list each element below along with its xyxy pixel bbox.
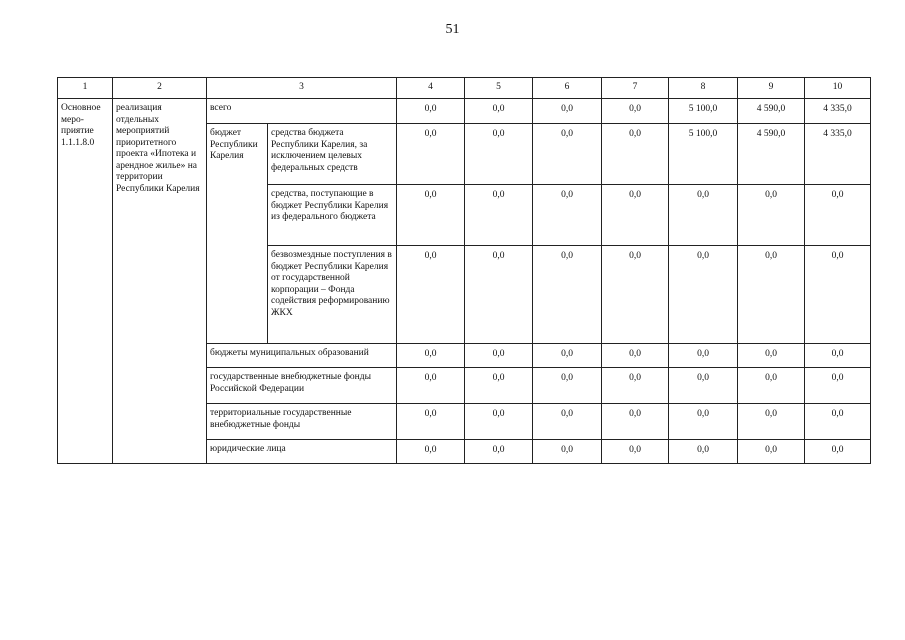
value-cell: 0,0 — [397, 368, 465, 404]
column-number-cell: 6 — [533, 78, 602, 99]
page-number: 51 — [445, 22, 460, 37]
value-cell: 0,0 — [397, 404, 465, 440]
value-cell: 0,0 — [669, 344, 738, 368]
column-number-cell: 10 — [805, 78, 871, 99]
activity-code-cell: Основное меро-приятие 1.1.1.8.0 — [58, 99, 113, 464]
value-cell: 0,0 — [465, 124, 533, 185]
value-cell: 5 100,0 — [669, 99, 738, 124]
value-cell: 0,0 — [533, 246, 602, 344]
value-cell: 0,0 — [602, 99, 669, 124]
value-cell: 0,0 — [465, 440, 533, 464]
value-cell: 0,0 — [533, 440, 602, 464]
value-cell: 0,0 — [397, 99, 465, 124]
funding-source-cell: всего — [207, 99, 397, 124]
value-cell: 0,0 — [602, 246, 669, 344]
funding-source-cell: территориальные государственные внебюджетные фонды — [207, 404, 397, 440]
value-cell: 0,0 — [533, 124, 602, 185]
funding-source-cell: средства, поступающие в бюджет Республики Карелия из федерального бюджета — [268, 185, 397, 246]
value-cell: 0,0 — [465, 99, 533, 124]
funding-source-cell: юридические лица — [207, 440, 397, 464]
value-cell: 0,0 — [602, 404, 669, 440]
value-cell: 0,0 — [465, 344, 533, 368]
value-cell: 0,0 — [738, 246, 805, 344]
value-cell: 0,0 — [602, 124, 669, 185]
value-cell: 0,0 — [738, 368, 805, 404]
funding-source-cell: безвозмездные поступления в бюджет Республики Карелия от государственной корпорации – Фонда содействия реформированию ЖКХ — [268, 246, 397, 344]
funding-source-cell: средства бюджета Республики Карелия, за исключением целевых федеральных средств — [268, 124, 397, 185]
value-cell: 0,0 — [805, 368, 871, 404]
value-cell: 0,0 — [397, 246, 465, 344]
value-cell: 0,0 — [805, 246, 871, 344]
budget-group-cell: бюджет Республики Карелия — [207, 124, 268, 344]
value-cell: 0,0 — [805, 185, 871, 246]
value-cell: 0,0 — [738, 440, 805, 464]
value-cell: 0,0 — [397, 344, 465, 368]
column-number-cell: 4 — [397, 78, 465, 99]
value-cell: 0,0 — [533, 368, 602, 404]
value-cell: 0,0 — [533, 99, 602, 124]
value-cell: 0,0 — [397, 440, 465, 464]
value-cell: 0,0 — [602, 185, 669, 246]
value-cell: 0,0 — [669, 440, 738, 464]
column-number-cell: 7 — [602, 78, 669, 99]
funding-source-cell: бюджеты муниципальных образований — [207, 344, 397, 368]
column-number-cell: 3 — [207, 78, 397, 99]
value-cell: 0,0 — [669, 185, 738, 246]
value-cell: 0,0 — [533, 185, 602, 246]
value-cell: 0,0 — [669, 246, 738, 344]
value-cell: 0,0 — [465, 185, 533, 246]
funding-source-cell: государственные внебюджетные фонды Российской Федерации — [207, 368, 397, 404]
activity-name-cell: реализация отдельных мероприятий приоритетного проекта «Ипотека и арендное жилье» на территории Республики Карелия — [113, 99, 207, 464]
value-cell: 0,0 — [602, 368, 669, 404]
value-cell: 0,0 — [738, 185, 805, 246]
value-cell: 0,0 — [465, 368, 533, 404]
table-row — [58, 99, 871, 124]
value-cell: 0,0 — [397, 124, 465, 185]
budget-table — [57, 77, 871, 464]
value-cell: 0,0 — [465, 246, 533, 344]
value-cell: 0,0 — [533, 404, 602, 440]
value-cell: 0,0 — [805, 404, 871, 440]
value-cell: 0,0 — [465, 404, 533, 440]
column-number-cell: 2 — [113, 78, 207, 99]
value-cell: 4 335,0 — [805, 124, 871, 185]
value-cell: 0,0 — [805, 344, 871, 368]
value-cell: 0,0 — [805, 440, 871, 464]
column-number-cell: 1 — [58, 78, 113, 99]
column-number-cell: 8 — [669, 78, 738, 99]
value-cell: 0,0 — [397, 185, 465, 246]
value-cell: 4 590,0 — [738, 124, 805, 185]
value-cell: 0,0 — [669, 404, 738, 440]
column-number-cell: 9 — [738, 78, 805, 99]
value-cell: 0,0 — [533, 344, 602, 368]
value-cell: 0,0 — [738, 344, 805, 368]
value-cell: 5 100,0 — [669, 124, 738, 185]
value-cell: 0,0 — [669, 368, 738, 404]
value-cell: 0,0 — [602, 440, 669, 464]
column-number-cell: 5 — [465, 78, 533, 99]
value-cell: 4 335,0 — [805, 99, 871, 124]
value-cell: 0,0 — [738, 404, 805, 440]
value-cell: 0,0 — [602, 344, 669, 368]
value-cell: 4 590,0 — [738, 99, 805, 124]
table-header-row — [58, 78, 871, 99]
